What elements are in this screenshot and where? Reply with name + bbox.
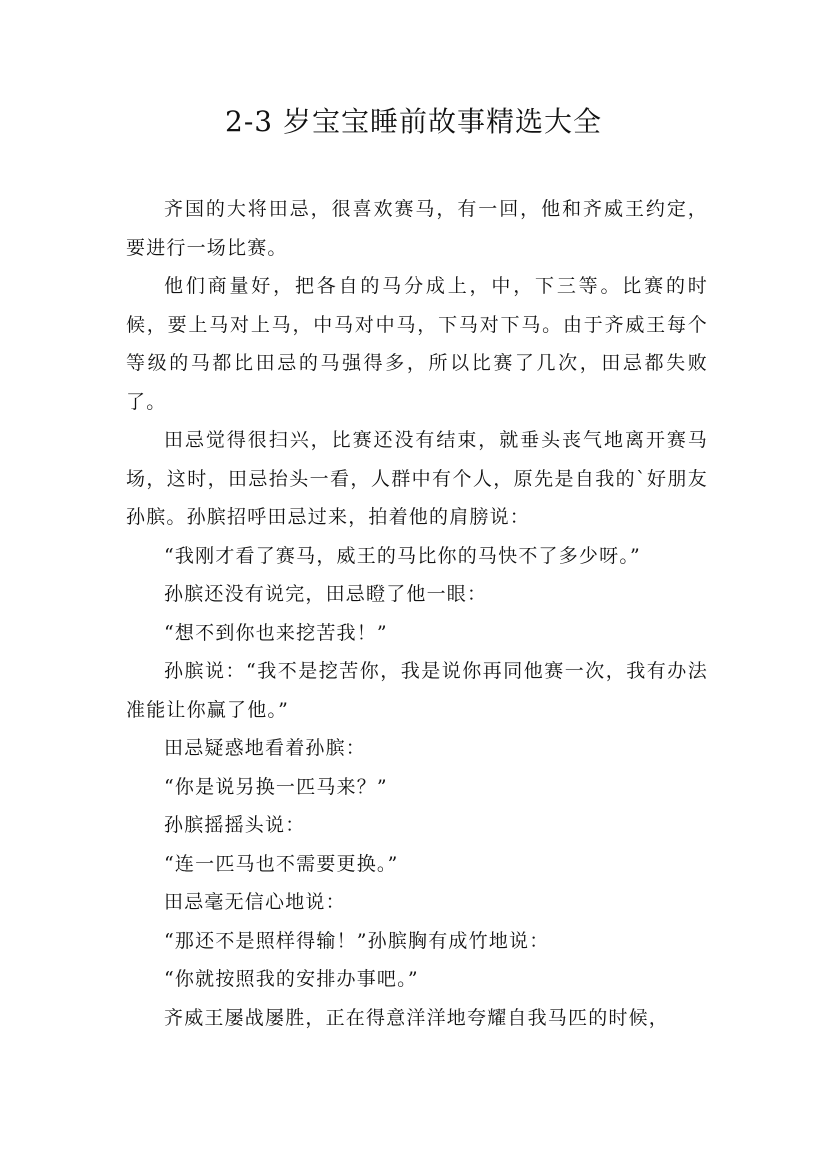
paragraph: 孙膑摇摇头说： <box>164 814 306 836</box>
document-title: 2-3 岁宝宝睡前故事精选大全 <box>225 105 602 138</box>
paragraph: 齐威王屡战屡胜，正在得意洋洋地夸耀自我马匹的时候， <box>164 1006 670 1029</box>
paragraph: “连一匹马也不需要更换。” <box>164 852 399 875</box>
paragraph: “我刚才看了赛马，威王的马比你的马快不了多少呀。” <box>164 544 641 567</box>
paragraph: 田忌疑惑地看着孙膑： <box>164 737 367 759</box>
paragraph: “想不到你也来挖苦我！” <box>164 621 388 644</box>
paragraph: 齐国的大将田忌，很喜欢赛马，有一回，他和齐威王约定，要进行一场比赛。 <box>126 198 708 259</box>
paragraph: 孙膑还没有说完，田忌瞪了他一眼： <box>164 583 488 605</box>
paragraph: “你是说另换一匹马来？” <box>164 775 388 798</box>
paragraph: “你就按照我的安排办事吧。” <box>164 968 419 990</box>
paragraph: 孙膑说：“我不是挖苦你，我是说你再同他赛一次，我有办法准能让你赢了他。” <box>126 660 708 721</box>
paragraph: 田忌觉得很扫兴，比赛还没有结束，就垂头丧气地离开赛马场，这时，田忌抬头一看，人群中有个人，原先是自我的`好朋友孙膑。孙膑招呼田忌过来，拍着他的肩膀说： <box>126 429 708 528</box>
paragraph: 他们商量好，把各自的马分成上，中，下三等。比赛的时候，要上马对上马，中马对中马，下马对下马。由于齐威王每个等级的马都比田忌的马强得多，所以比赛了几次，田忌都失败了。 <box>126 275 708 413</box>
paragraph: 田忌毫无信心地说： <box>164 891 346 913</box>
story-body <box>126 190 708 1037</box>
paragraph: “那还不是照样得输！”孙膑胸有成竹地说： <box>164 929 550 952</box>
